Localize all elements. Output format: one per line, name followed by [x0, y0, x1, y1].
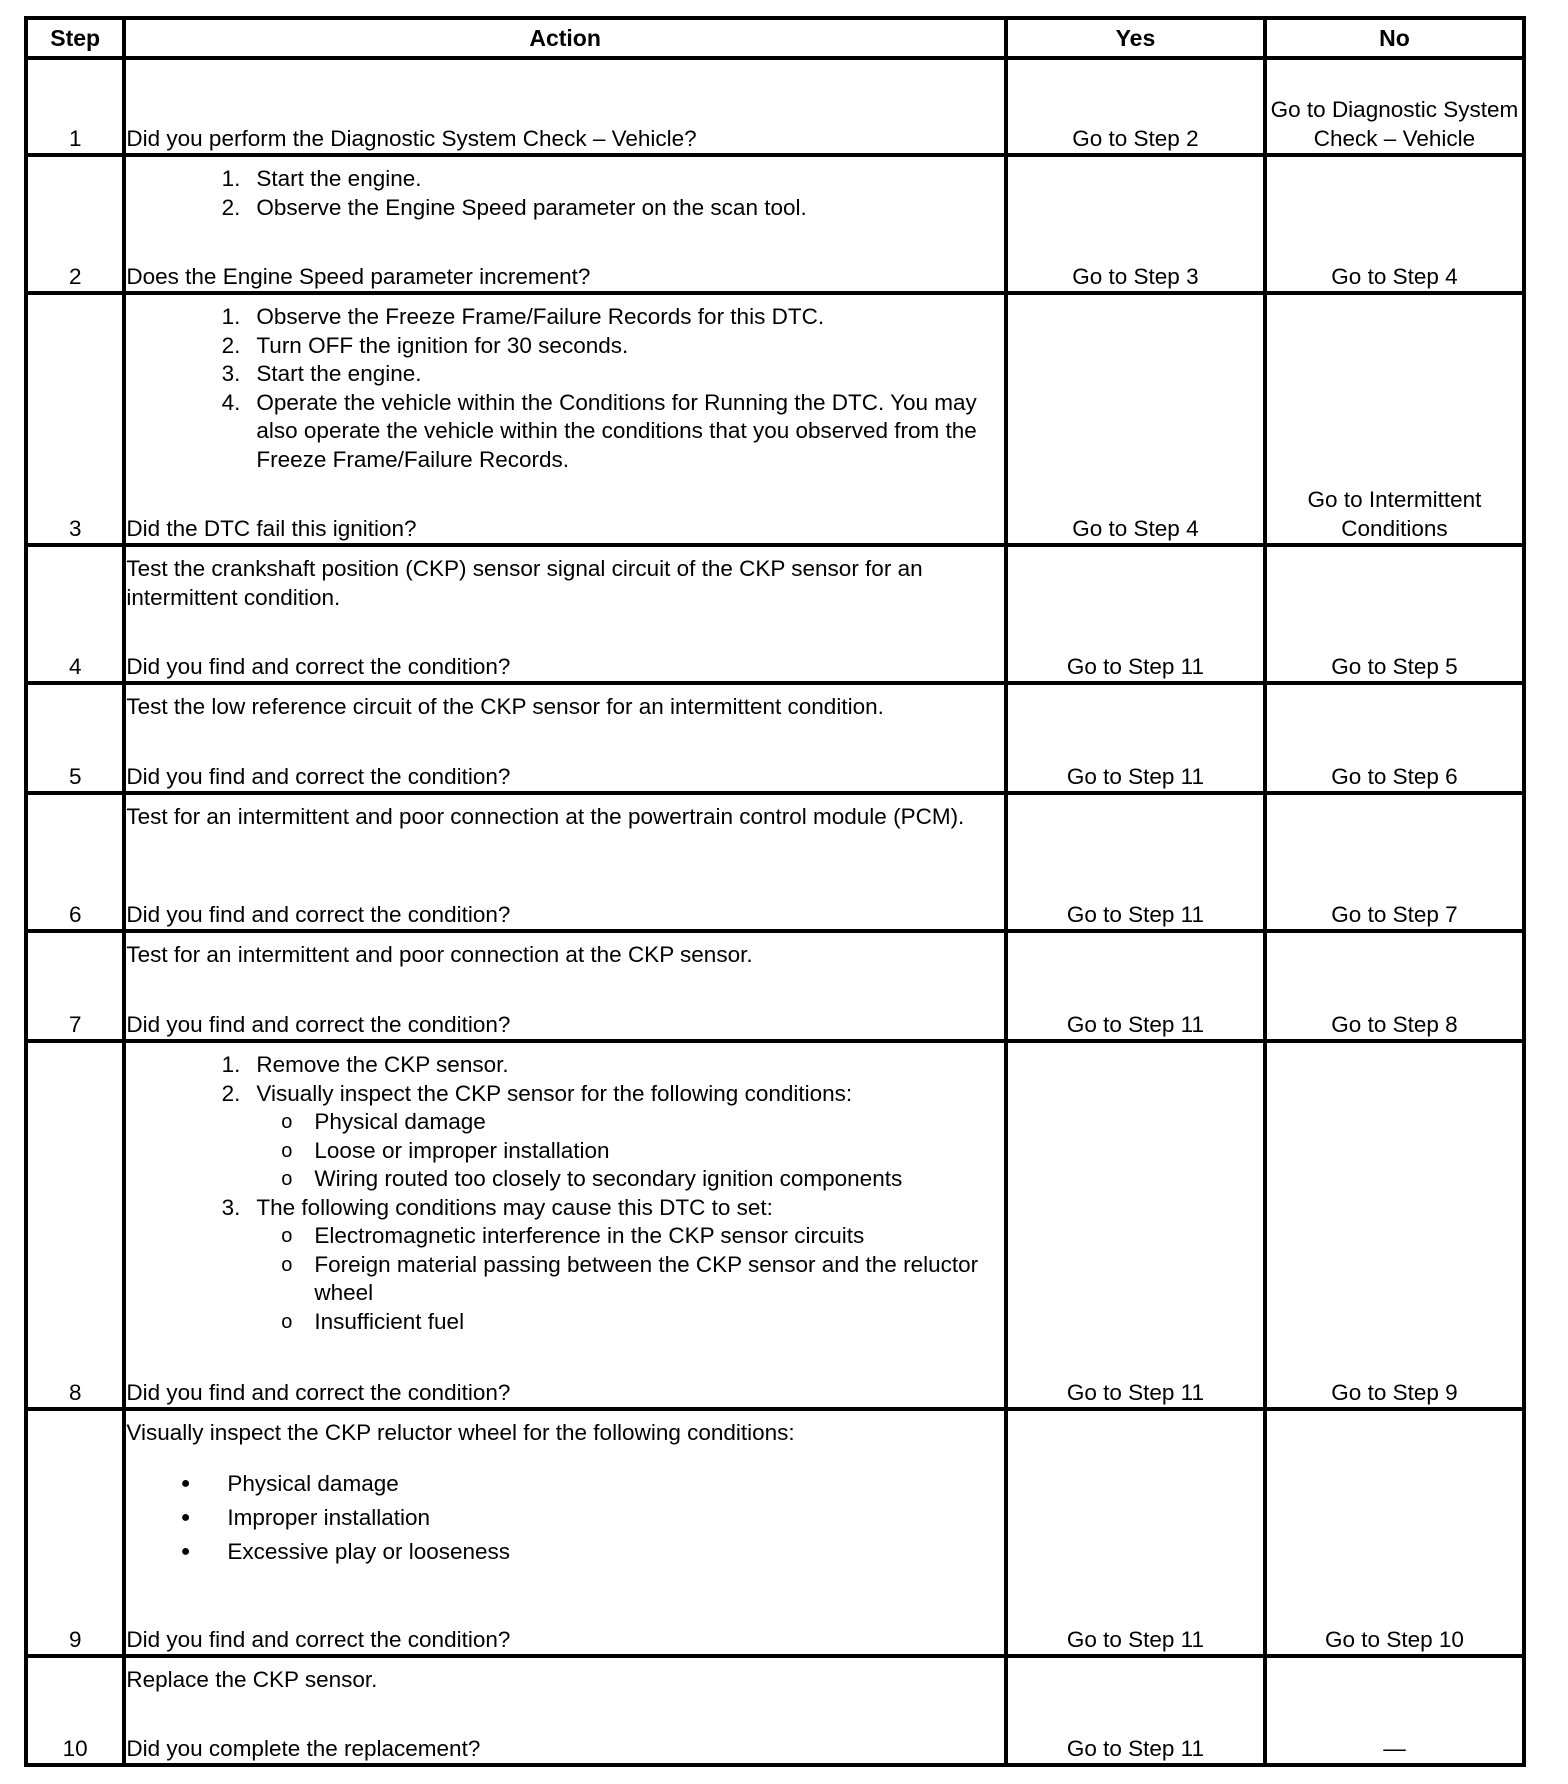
table-row	[26, 931, 1524, 1041]
bullet-icon: ●	[180, 1475, 191, 1493]
numbered-list	[126, 165, 1004, 263]
action-cell	[124, 1041, 1006, 1409]
yes-result: Go to Step 11	[1006, 1041, 1265, 1409]
table-row	[26, 1656, 1524, 1765]
list-item: 1. Remove the CKP sensor.	[221, 1052, 509, 1077]
no-result: Go to Step 10	[1265, 1409, 1524, 1656]
no-result: Go to Intermittent Conditions	[1265, 293, 1524, 545]
table-row	[26, 1409, 1524, 1656]
table-row	[26, 293, 1524, 545]
bullet-list	[126, 1468, 1004, 1570]
action-cell	[124, 293, 1006, 545]
action-question: Did the DTC fail this ignition?	[126, 515, 417, 541]
step-number: 8	[26, 1041, 124, 1409]
step-number: 3	[26, 293, 124, 545]
action-cell	[124, 1409, 1006, 1656]
step-number: 4	[26, 545, 124, 683]
list-item: 2. Observe the Engine Speed parameter on the scan tool.	[221, 194, 807, 220]
table-row	[26, 58, 1524, 155]
header-yes: Yes	[1006, 18, 1265, 58]
table-row	[26, 1041, 1524, 1409]
list-item: 2. Turn OFF the ignition for 30 seconds.	[221, 332, 629, 358]
yes-result: Go to Step 11	[1006, 931, 1265, 1041]
action-cell	[124, 683, 1006, 793]
step-number: 9	[26, 1409, 124, 1656]
yes-result: Go to Step 2	[1006, 58, 1265, 155]
list-item: 1. Observe the Freeze Frame/Failure Records for this DTC.	[221, 304, 825, 329]
no-result: Go to Step 7	[1265, 793, 1524, 931]
action-text: Visually inspect the CKP reluctor wheel for the following conditions:	[126, 1420, 795, 1445]
sub-list-item: o Electromagnetic interference in the CKP sensor circuits	[126, 1222, 1004, 1251]
header-row	[26, 18, 1524, 58]
no-result: Go to Step 8	[1265, 931, 1524, 1041]
action-cell	[124, 1656, 1006, 1765]
step-number: 1	[26, 58, 124, 155]
table-row	[26, 155, 1524, 293]
action-text: Test for an intermittent and poor connection at the CKP sensor.	[126, 942, 753, 967]
no-result: Go to Diagnostic System Check – Vehicle	[1265, 58, 1524, 155]
action-text: Test the low reference circuit of the CKP sensor for an intermittent condition.	[126, 694, 884, 719]
numbered-list	[126, 303, 1004, 515]
action-cell	[124, 545, 1006, 683]
header-step: Step	[26, 18, 124, 58]
no-result: Go to Step 5	[1265, 545, 1524, 683]
yes-result: Go to Step 11	[1006, 545, 1265, 683]
action-question: Did you find and correct the condition?	[126, 653, 511, 679]
step-number: 6	[26, 793, 124, 931]
list-item: 1. Start the engine.	[221, 166, 422, 191]
action-cell	[124, 58, 1006, 155]
action-cell	[124, 793, 1006, 931]
header-action: Action	[124, 18, 1006, 58]
step-number: 10	[26, 1656, 124, 1765]
no-result: —	[1265, 1656, 1524, 1765]
sub-list-item: o Insufficient fuel	[126, 1308, 1004, 1337]
table-row	[26, 683, 1524, 793]
sub-list-item: o Wiring routed too closely to secondary ignition components	[126, 1165, 1004, 1194]
yes-result: Go to Step 11	[1006, 1656, 1265, 1765]
list-item: 4. Operate the vehicle within the Conditions for Running the DTC. You may also operate the vehicle within the conditions that you observed from the Freeze Frame/Failure Records.	[221, 389, 977, 472]
list-item: ● Excessive play or looseness	[126, 1536, 1004, 1570]
circle-bullet-icon: o	[281, 1225, 293, 1247]
no-result: Go to Step 6	[1265, 683, 1524, 793]
circle-bullet-icon: o	[281, 1310, 293, 1333]
yes-result: Go to Step 3	[1006, 155, 1265, 293]
list-item: ● Physical damage	[126, 1468, 1004, 1502]
circle-bullet-icon: o	[281, 1168, 293, 1190]
list-item: 2. Visually inspect the CKP sensor for the following conditions: o Physical damage o Loose or improper installation o Wiring routed too closely to secondary ignition components	[126, 1080, 1004, 1194]
list-item: ● Improper installation	[126, 1502, 1004, 1536]
action-question: Does the Engine Speed parameter increment?	[126, 263, 591, 289]
action-cell	[124, 155, 1006, 293]
action-question: Did you complete the replacement?	[126, 1735, 481, 1761]
yes-result: Go to Step 11	[1006, 683, 1265, 793]
bullet-icon: ●	[180, 1509, 191, 1527]
circle-bullet-icon: o	[281, 1139, 293, 1162]
action-question: Did you find and correct the condition?	[126, 1379, 511, 1405]
sub-list	[126, 1222, 1004, 1336]
sub-list-item: o Physical damage	[126, 1108, 1004, 1137]
sub-list-item: o Foreign material passing between the CKP sensor and the reluctor wheel	[126, 1251, 1004, 1308]
action-text: Replace the CKP sensor.	[126, 1667, 378, 1692]
table-row	[26, 793, 1524, 931]
sub-list	[126, 1108, 1004, 1194]
no-result: Go to Step 4	[1265, 155, 1524, 293]
action-question: Did you find and correct the condition?	[126, 1626, 511, 1652]
action-text: Did you perform the Diagnostic System Check – Vehicle?	[126, 125, 697, 151]
bullet-icon: ●	[180, 1543, 191, 1561]
numbered-list	[126, 1051, 1004, 1379]
no-result: Go to Step 9	[1265, 1041, 1524, 1409]
header-no: No	[1265, 18, 1524, 58]
circle-bullet-icon: o	[281, 1253, 293, 1276]
yes-result: Go to Step 11	[1006, 1409, 1265, 1656]
action-text: Test for an intermittent and poor connection at the powertrain control module (PCM).	[126, 804, 965, 829]
diagnostic-table	[24, 16, 1526, 1767]
action-cell	[124, 931, 1006, 1041]
step-number: 5	[26, 683, 124, 793]
yes-result: Go to Step 11	[1006, 793, 1265, 931]
list-item: 3. Start the engine.	[221, 361, 422, 386]
step-number: 2	[26, 155, 124, 293]
table-row	[26, 545, 1524, 683]
step-number: 7	[26, 931, 124, 1041]
circle-bullet-icon: o	[281, 1111, 293, 1133]
action-question: Did you find and correct the condition?	[126, 901, 511, 927]
yes-result: Go to Step 4	[1006, 293, 1265, 545]
sub-list-item: o Loose or improper installation	[126, 1137, 1004, 1166]
list-item: 3. The following conditions may cause this DTC to set: o Electromagnetic interference in the CKP sensor circuits o Foreign material passing between the CKP sensor and the reluctor wheel o Insufficient fuel	[126, 1194, 1004, 1337]
action-question: Did you find and correct the condition?	[126, 763, 511, 789]
action-question: Did you find and correct the condition?	[126, 1011, 511, 1037]
action-text: Test the crankshaft position (CKP) sensor signal circuit of the CKP sensor for an intermittent condition.	[126, 556, 923, 610]
